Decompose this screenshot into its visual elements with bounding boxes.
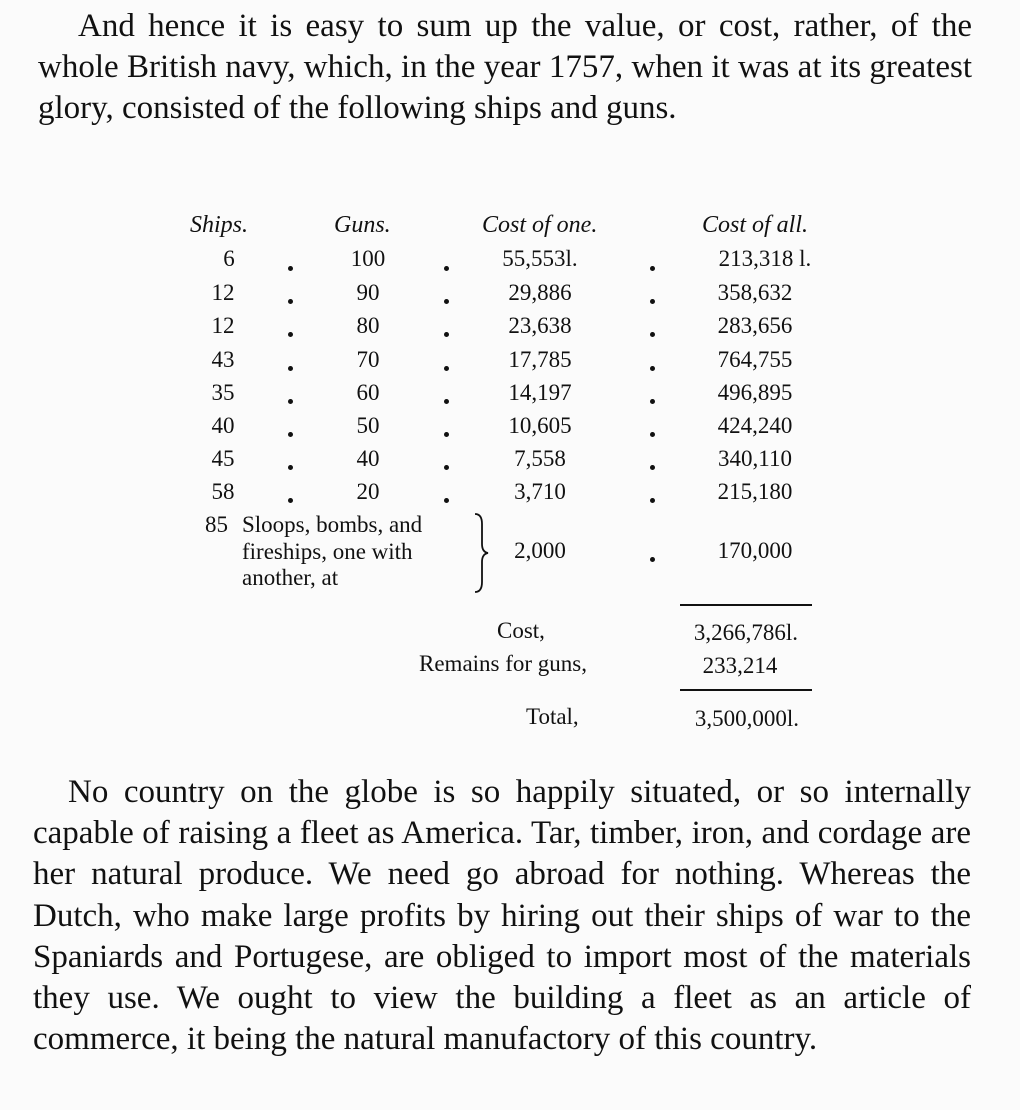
leader-dot — [650, 299, 655, 304]
row-cost-of-all: 496,895 — [717, 380, 793, 405]
row-cost-of-one: 3,710 — [514, 479, 566, 504]
leader-dot — [444, 332, 449, 337]
row-ships: 58 — [211, 479, 235, 504]
cost-value: 3,266,786l. — [693, 620, 799, 645]
row-ships: 6 — [223, 246, 235, 271]
leader-dot — [288, 432, 293, 437]
leader-dot — [444, 399, 449, 404]
total-label: Total, — [526, 704, 579, 729]
leader-dot — [444, 366, 449, 371]
sloops-line-1: Sloops, bombs, and — [242, 512, 423, 537]
row-ships: 12 — [211, 280, 235, 305]
sloops-line-3: another, at — [242, 565, 339, 590]
sloops-description — [205, 512, 480, 592]
leader-dot — [288, 498, 293, 503]
row-guns: 50 — [356, 413, 380, 438]
row-cost-of-one: 17,785 — [508, 347, 572, 372]
header-cost-of-all: Cost of all. — [702, 212, 809, 238]
row-ships: 40 — [211, 413, 235, 438]
sloops-line-2: fireships, one with — [242, 538, 413, 564]
row-cost-of-one: 14,197 — [508, 380, 572, 405]
leader-dot — [444, 432, 449, 437]
leader-dot — [444, 465, 449, 470]
row-cost-of-one: 29,886 — [508, 280, 572, 305]
row-cost-of-all: 213,318 l. — [718, 246, 812, 271]
row-guns: 90 — [356, 280, 380, 305]
row-cost-of-all: 340,110 — [718, 446, 792, 471]
intro-paragraph: And hence it is easy to sum up the value, or cost, rather, of the whole British navy, which, in the year 1757, when it was at its greatest glory, consisted of the following ships and guns. — [38, 8, 972, 126]
closing-paragraph: No country on the globe is so happily situated, or so internally capable of raising a fleet as America. Tar, timber, iron, and cordage are her natural produce. We need go abroad for nothing. Whereas the Dutch, who make large profits by hiring out their ships of war to the Spaniards and Portugese, are obliged to import most of the materials they use. We ought to view the building a fleet as an article of commerce, it being the natural manufactory of this country. — [33, 774, 971, 1058]
leader-dot — [444, 299, 449, 304]
row-cost-of-one: 55,553l. — [502, 246, 578, 271]
row-cost-of-all: 424,240 — [717, 413, 793, 438]
remains-label: Remains for guns, — [419, 651, 588, 676]
leader-dot — [650, 266, 655, 271]
total-value: 3,500,000l. — [694, 706, 800, 731]
row-cost-of-one: 7,558 — [514, 446, 566, 471]
leader-dot — [444, 498, 449, 503]
leader-dot — [444, 266, 449, 271]
sloops-cost-of-one: 2,000 — [514, 538, 566, 563]
row-cost-of-all: 215,180 — [717, 479, 793, 504]
row-guns: 100 — [350, 246, 386, 271]
leader-dot — [288, 465, 293, 470]
leader-dot — [650, 432, 655, 437]
row-ships: 12 — [211, 313, 235, 338]
row-cost-of-all: 283,656 — [717, 313, 793, 338]
cost-label: Cost, — [497, 618, 545, 643]
leader-dot — [288, 299, 293, 304]
leader-dot — [650, 399, 655, 404]
header-ships: Ships. — [190, 212, 249, 238]
row-guns: 20 — [356, 479, 380, 504]
leader-dot — [288, 399, 293, 404]
leader-dot — [288, 332, 293, 337]
row-ships: 43 — [211, 347, 235, 372]
leader-dot — [288, 266, 293, 271]
remains-value: 233,214 — [702, 653, 778, 678]
row-ships: 35 — [211, 380, 235, 405]
row-guns: 70 — [356, 347, 380, 372]
row-cost-of-one: 23,638 — [508, 313, 572, 338]
row-ships: 45 — [211, 446, 235, 471]
leader-dot — [650, 332, 655, 337]
header-cost-of-one: Cost of one. — [482, 212, 598, 238]
sloops-cost-of-all: 170,000 — [717, 538, 793, 563]
leader-dot — [650, 557, 655, 562]
sum-rule — [680, 604, 812, 606]
total-rule — [680, 689, 812, 691]
row-guns: 60 — [356, 380, 380, 405]
row-cost-of-one: 10,605 — [508, 413, 572, 438]
row-cost-of-all: 358,632 — [717, 280, 793, 305]
leader-dot — [288, 366, 293, 371]
row-guns: 80 — [356, 313, 380, 338]
row-guns: 40 — [356, 446, 380, 471]
row-cost-of-all: 764,755 — [717, 347, 793, 372]
leader-dot — [650, 366, 655, 371]
leader-dot — [650, 498, 655, 503]
leader-dot — [650, 465, 655, 470]
header-guns: Guns. — [334, 212, 391, 238]
sloops-ships: 85 — [205, 512, 228, 537]
